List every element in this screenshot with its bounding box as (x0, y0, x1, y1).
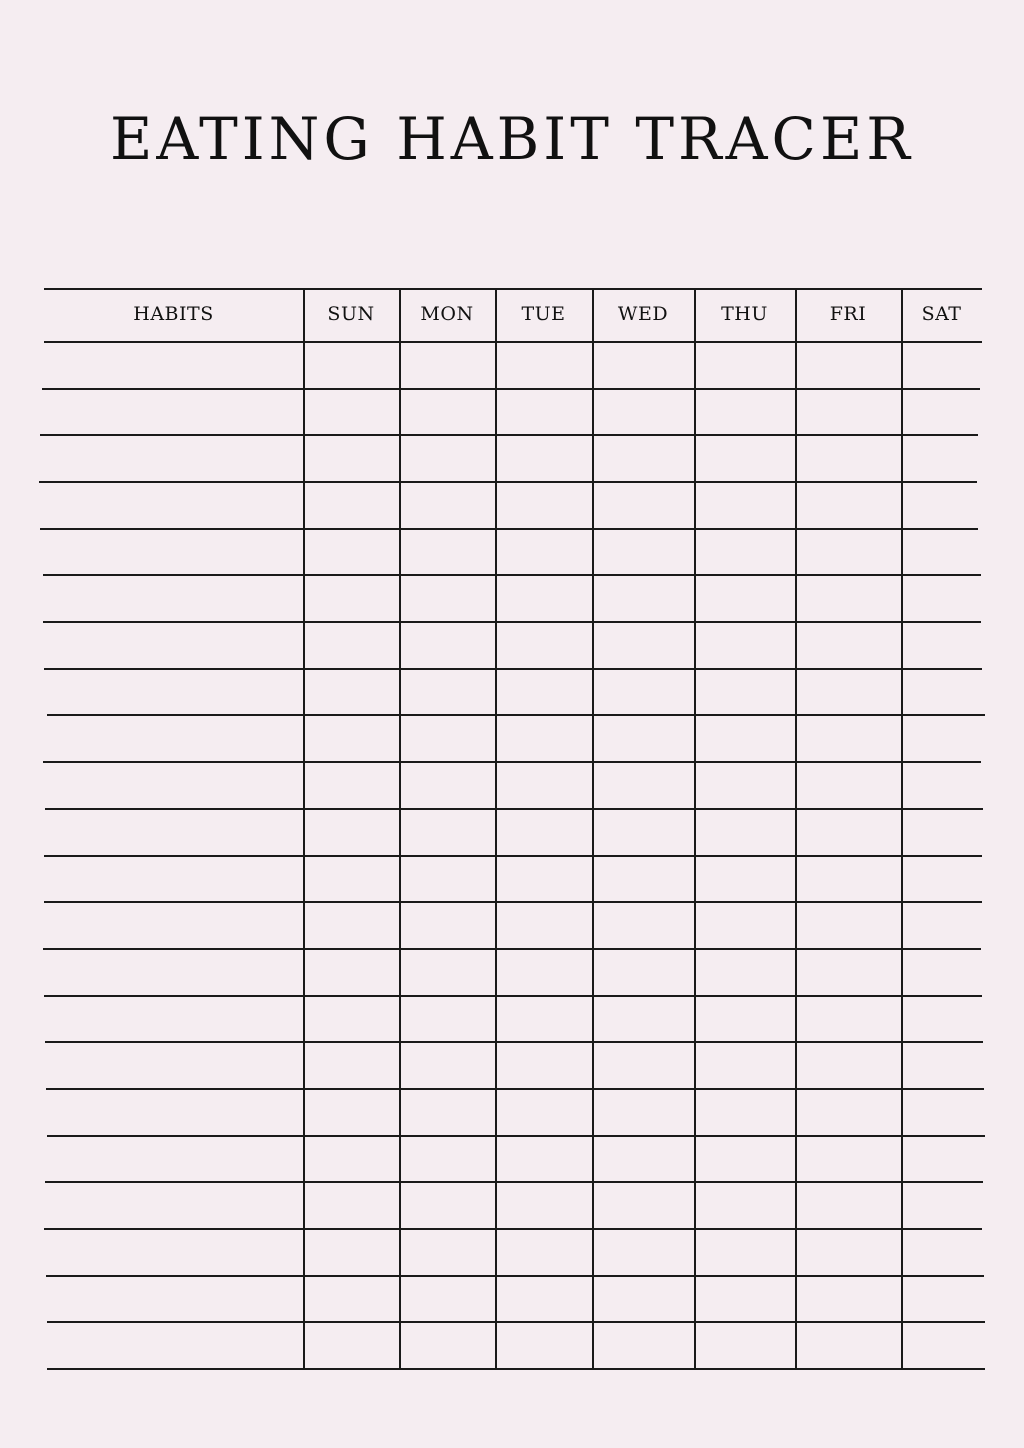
habit-check-cell-tue[interactable] (497, 1323, 590, 1366)
habit-check-cell-wed[interactable] (594, 1230, 692, 1273)
habit-name-cell[interactable] (46, 1043, 301, 1086)
habit-check-cell-thu[interactable] (696, 530, 793, 573)
habit-name-cell[interactable] (46, 997, 301, 1040)
habit-name-cell[interactable] (46, 763, 301, 806)
habit-check-cell-tue[interactable] (497, 1230, 590, 1273)
header-habits: HABITS (133, 303, 214, 325)
habit-check-cell-mon[interactable] (401, 576, 493, 619)
header-sat: SAT (921, 303, 962, 325)
habit-check-cell-sun[interactable] (305, 1090, 397, 1133)
header-fri: FRI (829, 303, 867, 325)
habit-check-cell-mon[interactable] (401, 1230, 493, 1273)
habit-check-cell-sat[interactable] (903, 483, 980, 526)
habit-check-cell-mon[interactable] (401, 1277, 493, 1320)
habit-check-cell-tue[interactable] (497, 1137, 590, 1180)
habit-check-cell-sun[interactable] (305, 903, 397, 946)
habit-check-cell-thu[interactable] (696, 1043, 793, 1086)
habit-check-cell-sat[interactable] (903, 436, 980, 479)
habit-check-cell-fri[interactable] (797, 810, 899, 853)
habit-check-cell-sun[interactable] (305, 1323, 397, 1366)
habit-name-cell[interactable] (46, 903, 301, 946)
habit-check-cell-thu[interactable] (696, 436, 793, 479)
header-mon: MON (420, 303, 474, 325)
habit-check-cell-wed[interactable] (594, 1277, 692, 1320)
habit-check-cell-thu[interactable] (696, 763, 793, 806)
header-thu: THU (721, 303, 768, 325)
habit-check-cell-fri[interactable] (797, 343, 899, 386)
habit-check-cell-mon[interactable] (401, 1137, 493, 1180)
habit-check-cell-wed[interactable] (594, 716, 692, 759)
habit-check-cell-wed[interactable] (594, 857, 692, 900)
habit-check-cell-thu[interactable] (696, 903, 793, 946)
habit-check-cell-tue[interactable] (497, 670, 590, 713)
habit-check-cell-tue[interactable] (497, 1183, 590, 1226)
habit-check-cell-tue[interactable] (497, 343, 590, 386)
habit-check-cell-fri[interactable] (797, 903, 899, 946)
habit-check-cell-fri[interactable] (797, 1323, 899, 1366)
habit-check-cell-tue[interactable] (497, 950, 590, 993)
habit-check-cell-sun[interactable] (305, 670, 397, 713)
habit-check-cell-tue[interactable] (497, 576, 590, 619)
habit-check-cell-fri[interactable] (797, 1183, 899, 1226)
habit-check-cell-mon[interactable] (401, 763, 493, 806)
habit-name-cell[interactable] (46, 483, 301, 526)
habit-check-cell-wed[interactable] (594, 763, 692, 806)
habit-check-cell-tue[interactable] (497, 716, 590, 759)
habit-check-cell-tue[interactable] (497, 763, 590, 806)
habit-check-cell-sat[interactable] (903, 810, 980, 853)
habit-check-cell-wed[interactable] (594, 623, 692, 666)
habit-check-cell-wed[interactable] (594, 483, 692, 526)
habit-check-cell-fri[interactable] (797, 530, 899, 573)
habit-check-cell-sat[interactable] (903, 576, 980, 619)
habit-check-cell-sun[interactable] (305, 1230, 397, 1273)
habit-check-cell-sun[interactable] (305, 1183, 397, 1226)
habit-check-cell-tue[interactable] (497, 530, 590, 573)
habit-check-cell-wed[interactable] (594, 950, 692, 993)
habit-check-cell-mon[interactable] (401, 1090, 493, 1133)
habit-check-cell-thu[interactable] (696, 390, 793, 433)
row-divider (47, 1321, 985, 1323)
habit-check-cell-thu[interactable] (696, 623, 793, 666)
habit-name-cell[interactable] (46, 623, 301, 666)
habit-check-cell-fri[interactable] (797, 576, 899, 619)
habit-name-cell[interactable] (46, 857, 301, 900)
habit-check-cell-sat[interactable] (903, 1230, 980, 1273)
habit-check-cell-wed[interactable] (594, 576, 692, 619)
habit-check-cell-thu[interactable] (696, 670, 793, 713)
habit-check-cell-tue[interactable] (497, 436, 590, 479)
habit-check-cell-thu[interactable] (696, 810, 793, 853)
habit-check-cell-mon[interactable] (401, 670, 493, 713)
habit-check-cell-sat[interactable] (903, 390, 980, 433)
habit-check-cell-wed[interactable] (594, 530, 692, 573)
habit-name-cell[interactable] (46, 1183, 301, 1226)
habit-check-cell-tue[interactable] (497, 390, 590, 433)
habit-check-cell-mon[interactable] (401, 950, 493, 993)
habit-name-cell[interactable] (46, 1323, 301, 1366)
habit-check-cell-sat[interactable] (903, 670, 980, 713)
habit-check-cell-tue[interactable] (497, 623, 590, 666)
habit-check-cell-fri[interactable] (797, 1090, 899, 1133)
habit-check-cell-thu[interactable] (696, 343, 793, 386)
habit-check-cell-mon[interactable] (401, 530, 493, 573)
habit-check-cell-fri[interactable] (797, 950, 899, 993)
habit-name-cell[interactable] (46, 1137, 301, 1180)
habit-check-cell-wed[interactable] (594, 1137, 692, 1180)
row-divider (47, 1368, 985, 1370)
habit-check-cell-thu[interactable] (696, 1137, 793, 1180)
habit-check-cell-sat[interactable] (903, 997, 980, 1040)
habit-check-cell-fri[interactable] (797, 1277, 899, 1320)
habit-name-cell[interactable] (46, 670, 301, 713)
habit-check-cell-wed[interactable] (594, 1183, 692, 1226)
habit-check-cell-sat[interactable] (903, 763, 980, 806)
habit-check-cell-fri[interactable] (797, 623, 899, 666)
habit-name-cell[interactable] (46, 576, 301, 619)
habit-check-cell-thu[interactable] (696, 1277, 793, 1320)
habit-check-cell-fri[interactable] (797, 716, 899, 759)
habit-check-cell-mon[interactable] (401, 857, 493, 900)
habit-check-cell-mon[interactable] (401, 483, 493, 526)
habit-check-cell-fri[interactable] (797, 997, 899, 1040)
habit-check-cell-tue[interactable] (497, 903, 590, 946)
habit-check-cell-wed[interactable] (594, 436, 692, 479)
habit-check-cell-fri[interactable] (797, 763, 899, 806)
habit-name-cell[interactable] (46, 436, 301, 479)
habit-check-cell-fri[interactable] (797, 1137, 899, 1180)
habit-check-cell-fri[interactable] (797, 390, 899, 433)
habit-check-cell-sat[interactable] (903, 1090, 980, 1133)
habit-name-cell[interactable] (46, 530, 301, 573)
row-divider (40, 434, 978, 436)
habit-check-cell-mon[interactable] (401, 623, 493, 666)
habit-name-cell[interactable] (46, 1090, 301, 1133)
habit-check-cell-sun[interactable] (305, 390, 397, 433)
habit-name-cell[interactable] (46, 810, 301, 853)
habit-check-cell-mon[interactable] (401, 810, 493, 853)
habit-name-cell[interactable] (46, 1277, 301, 1320)
habit-check-cell-sat[interactable] (903, 1323, 980, 1366)
habit-check-cell-mon[interactable] (401, 997, 493, 1040)
habit-check-cell-thu[interactable] (696, 1183, 793, 1226)
habit-name-cell[interactable] (46, 390, 301, 433)
habit-check-cell-sat[interactable] (903, 1137, 980, 1180)
habit-check-cell-sat[interactable] (903, 343, 980, 386)
habit-check-cell-sun[interactable] (305, 763, 397, 806)
row-divider (45, 1181, 983, 1183)
habit-check-cell-fri[interactable] (797, 436, 899, 479)
habit-check-cell-thu[interactable] (696, 1323, 793, 1366)
header-tue: TUE (521, 303, 566, 325)
habit-check-cell-wed[interactable] (594, 997, 692, 1040)
habit-name-cell[interactable] (46, 716, 301, 759)
habit-check-cell-thu[interactable] (696, 950, 793, 993)
habit-check-cell-wed[interactable] (594, 1043, 692, 1086)
habit-check-cell-wed[interactable] (594, 670, 692, 713)
habit-check-cell-sun[interactable] (305, 716, 397, 759)
habit-check-cell-mon[interactable] (401, 716, 493, 759)
habit-check-cell-tue[interactable] (497, 857, 590, 900)
habit-check-cell-tue[interactable] (497, 997, 590, 1040)
habit-check-cell-fri[interactable] (797, 1043, 899, 1086)
habit-check-cell-sun[interactable] (305, 810, 397, 853)
habit-check-cell-sat[interactable] (903, 1043, 980, 1086)
habit-check-cell-sat[interactable] (903, 530, 980, 573)
habit-check-cell-wed[interactable] (594, 1323, 692, 1366)
habit-check-cell-wed[interactable] (594, 1090, 692, 1133)
habit-check-cell-mon[interactable] (401, 436, 493, 479)
habit-check-cell-mon[interactable] (401, 390, 493, 433)
habit-check-cell-sun[interactable] (305, 857, 397, 900)
habit-check-cell-sun[interactable] (305, 1137, 397, 1180)
habit-name-cell[interactable] (46, 950, 301, 993)
habit-check-cell-sun[interactable] (305, 623, 397, 666)
habit-check-cell-fri[interactable] (797, 1230, 899, 1273)
habit-check-cell-thu[interactable] (696, 997, 793, 1040)
habit-name-cell[interactable] (46, 343, 301, 386)
habit-check-cell-sat[interactable] (903, 716, 980, 759)
habit-check-cell-tue[interactable] (497, 1043, 590, 1086)
habit-check-cell-thu[interactable] (696, 1090, 793, 1133)
habit-check-cell-sun[interactable] (305, 343, 397, 386)
habit-check-cell-fri[interactable] (797, 670, 899, 713)
row-divider (47, 714, 985, 716)
habit-check-cell-tue[interactable] (497, 810, 590, 853)
habit-check-cell-thu[interactable] (696, 483, 793, 526)
habit-check-cell-sun[interactable] (305, 576, 397, 619)
habit-check-cell-wed[interactable] (594, 343, 692, 386)
habit-check-cell-sat[interactable] (903, 903, 980, 946)
habit-check-cell-wed[interactable] (594, 390, 692, 433)
header-wed: WED (617, 303, 669, 325)
habit-check-cell-fri[interactable] (797, 857, 899, 900)
habit-check-cell-mon[interactable] (401, 1043, 493, 1086)
habit-check-cell-sun[interactable] (305, 530, 397, 573)
habit-check-cell-sun[interactable] (305, 436, 397, 479)
habit-check-cell-tue[interactable] (497, 483, 590, 526)
habit-check-cell-sat[interactable] (903, 950, 980, 993)
row-divider (43, 574, 981, 576)
habit-check-cell-mon[interactable] (401, 1323, 493, 1366)
habit-check-cell-sat[interactable] (903, 857, 980, 900)
habit-check-cell-thu[interactable] (696, 716, 793, 759)
habit-check-cell-tue[interactable] (497, 1277, 590, 1320)
habit-check-cell-sun[interactable] (305, 950, 397, 993)
habit-check-cell-wed[interactable] (594, 903, 692, 946)
habit-name-cell[interactable] (46, 1230, 301, 1273)
habit-check-cell-thu[interactable] (696, 857, 793, 900)
habit-check-cell-mon[interactable] (401, 1183, 493, 1226)
habit-check-cell-thu[interactable] (696, 1230, 793, 1273)
habit-check-cell-thu[interactable] (696, 576, 793, 619)
habit-check-cell-mon[interactable] (401, 343, 493, 386)
habit-check-cell-sun[interactable] (305, 1277, 397, 1320)
habit-check-cell-wed[interactable] (594, 810, 692, 853)
page-title: EATING HABIT TRACER (110, 105, 914, 173)
habit-check-cell-sat[interactable] (903, 623, 980, 666)
habit-check-cell-sun[interactable] (305, 997, 397, 1040)
habit-check-cell-fri[interactable] (797, 483, 899, 526)
habit-check-cell-sun[interactable] (305, 483, 397, 526)
habit-check-cell-sat[interactable] (903, 1183, 980, 1226)
habit-check-cell-sat[interactable] (903, 1277, 980, 1320)
habit-check-cell-mon[interactable] (401, 903, 493, 946)
habit-check-cell-tue[interactable] (497, 1090, 590, 1133)
header-sun: SUN (327, 303, 375, 325)
habit-check-cell-sun[interactable] (305, 1043, 397, 1086)
